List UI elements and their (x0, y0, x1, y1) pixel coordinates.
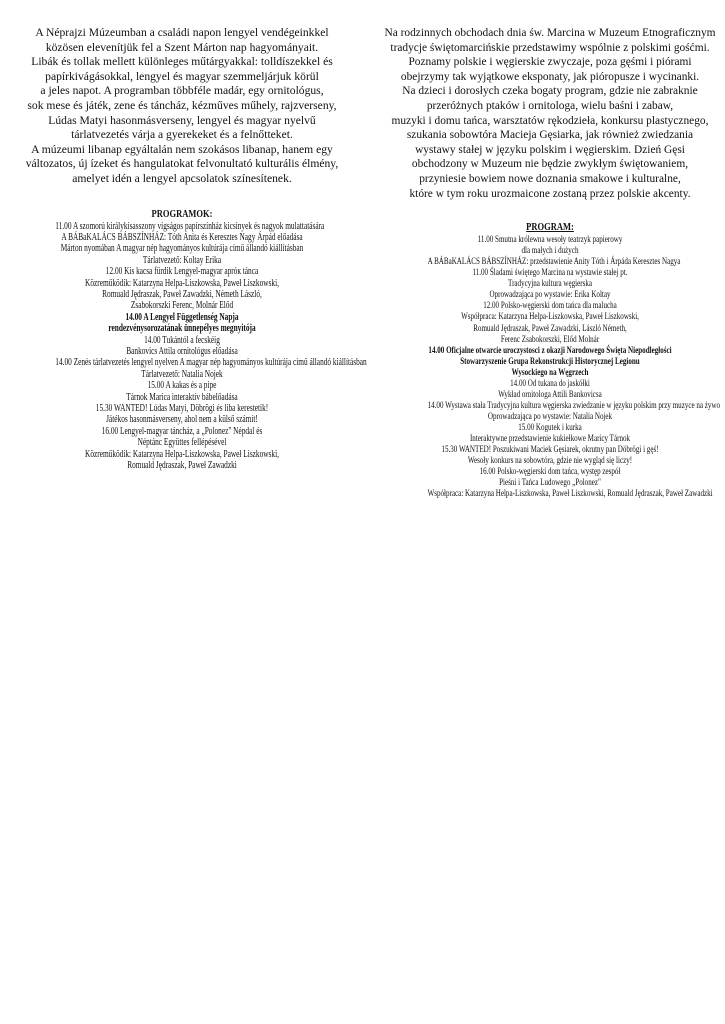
intro-line: A múzeumi libanap egyáltalán nem szokásos libanap, hanem egy (31, 142, 333, 156)
program-line: rendezvénysorozatának ünnepélyes megnyitója (108, 323, 256, 335)
intro-line: które w tym roku urozmaicone zostaną przez polskie akcenty. (409, 187, 691, 200)
program-line: 11.00 Śladami świętego Marcina na wystawie stałej pt. (472, 267, 628, 279)
program-line: Współpraca: Katarzyna Helpa-Liszkowska, Paweł Liszkowski, (461, 311, 639, 323)
intro-line: obchodzony w Muzeum nie będzie zwykłym świętowaniem, (411, 158, 689, 171)
program-line: 14.00 Od tukana do jaskółki (510, 377, 590, 389)
intro-line: papírkivágásokkal, lengyel és magyar szemmeljárjuk körül (45, 69, 319, 83)
program-line: Tradycyjna kultura węgierska (508, 278, 592, 290)
intro-line: tradycje świętomarcińskie przedstawimy wspólnie z polskimi gośćmi. (390, 41, 710, 54)
intro-line: przyniesie bowiem nowe doznania smakowe i kulturalne, (419, 172, 681, 185)
intro-line: amelyet idén a lengyel apcsolatok színesítenek. (72, 171, 292, 185)
program-line: 14.00 Oficjalne otwarcie uroczystosci z okazji Narodowego Święta Niepodległości (428, 344, 672, 356)
program-line: Stowarzyszenie Grupa Rekonstrukcji Historycznej Legionu (460, 355, 640, 367)
program-line: 14.00 Tukántól a fecskéig (144, 334, 220, 346)
program-line: A BÁBaKALÁCS BÁBSZÍNHÁZ: przedstawienie Anity Tóth i Árpáda Keresztes Nagya (427, 256, 681, 268)
program-line: 15.00 Kogutek i kurka (518, 421, 582, 433)
program-line: Oprowadzająca po wystawie: Natalia Nojek (487, 410, 613, 422)
program-line: 14.00 A Lengyel Függetlenség Napja (125, 311, 239, 323)
intro-line: szukania sobowtóra Macieja Gęsiarka, jak również zwiedzania (406, 129, 694, 142)
hungarian-intro (6, 0, 358, 187)
program-line: 11.00 A szomorú királykisasszony vígságos papírszínház kicsinyek és nagyok mulattatására (55, 220, 325, 232)
intro-line: przeróżnych ptaków i ornitologa, wielu baśni i zabaw, (426, 99, 674, 112)
intro-line: sok mese és játék, zene és táncház, kézműves műhely, rajzverseny, (27, 98, 337, 112)
program-line: 15.00 A kakas és a pipe (147, 380, 217, 392)
program-line: Tárnok Marica interaktív bábelőadása (126, 391, 238, 403)
intro-line: Lúdas Matyi hasonmásverseny, lengyel és magyar nyelvű (48, 113, 316, 127)
program-line: Współpraca: Katarzyna Helpa-Liszkowska, Paweł Liszkowski, Romuald Jędraszak, Paweł Zawadzki (427, 488, 713, 500)
intro-line: A Néprajzi Múzeumban a családi napon lengyel vendégeinkkel (35, 26, 329, 39)
hungarian-program-title: PROGRAMOK: (151, 208, 213, 220)
program-line: Néptánc Együttes fellépésével (137, 437, 227, 449)
program-line: 12.00 Kis kacsa fürdik Lengyel-magyar apróк tánca (105, 266, 259, 278)
program-line: 14.00 Wystawa stała Tradycyjna kultura węgierska zwiedzanie w języku polskim przy muzyce na żywo (427, 399, 721, 411)
program-line: Wysockiego na Węgrzech (511, 366, 589, 378)
program-line: Oprowadzająca po wystawie: Erika Koltay (489, 289, 611, 301)
program-line: 16.00 Polsko-węgierski dom tańca, występ zespół (479, 466, 621, 478)
program-line: 11.00 Smutna królewna wesoły teatrzyk papierowy (477, 234, 623, 246)
program-line: Tárlatvezető: Natalia Nojek (141, 368, 223, 380)
polish-program-list (380, 234, 720, 499)
program-line: Romuald Jędraszak, Paweł Zawadzki (127, 460, 237, 472)
intro-line: Na rodzinnych obchodach dnia św. Marcina w Muzeum Etnograficznym (384, 27, 716, 39)
intro-line: tárlatvezetés várja a gyerekeket és a felnőtteket. (71, 128, 293, 142)
program-line: Pieśni i Tańca Ludowego „Polonez" (499, 477, 601, 489)
program-line: Interaktywne przedstawienie kukiełkowe Maricy Tárnok (469, 432, 631, 444)
program-line: Közreműködik: Katarzyna Helpa-Liszkowska, Paweł Liszkowski, (85, 277, 279, 289)
intro-line: változatos, új ízeket és hangulatokat felvonultató kulturális élmény, (25, 157, 339, 171)
program-line: Közreműködik: Katarzyna Helpa-Liszkowska, Paweł Liszkowski, (85, 448, 279, 460)
program-line: A BÁBaKALÁCS BÁBSZÍNHÁZ: Tóth Anita és Keresztes Nagy Árpád előadása (61, 231, 303, 243)
hungarian-program-list (6, 220, 367, 472)
polish-column (380, 0, 720, 499)
program-line: Romuald Jędraszak, Paweł Zawadzki, László Németh, (473, 322, 627, 334)
hungarian-column (6, 0, 367, 472)
intro-line: Na dzieci i dorosłych czeka bogaty program, gdzie nie zabraknie (402, 85, 698, 98)
intro-line: Libák és tollak mellett különleges műtárgyakkal: tolldíszekkel és (31, 55, 333, 69)
program-line: 14.00 Zenés tárlatvezetés lengyel nyelven A magyar nép hagyományos kultúrája című állandó kiállításban (55, 357, 367, 369)
polish-intro (380, 0, 720, 201)
intro-line: muzyki i domu tańca, warsztatów rękodzieła, konkursu plastycznego, (391, 114, 709, 127)
program-line: Bankovics Attila ornitológus előadása (126, 346, 238, 357)
program-line: 12.00 Polsko-węgierski dom tańca dla malucha (483, 300, 617, 312)
program-line: 15.30 WANTED! Lúdas Matyi, Döbrögi és liba kerestetik! (95, 403, 269, 415)
program-line: Zsabokorszki Ferenc, Molnár Előd (130, 300, 234, 312)
intro-line: közösen elevenítjük fel a Szent Márton nap hagyományait. (45, 40, 319, 54)
program-line: Ferenc Zsabokorszki, Előd Molnár (500, 333, 600, 345)
program-line: Játékos hasonmásverseny, ahol nem a külső számít! (106, 414, 258, 426)
program-line: Wesoły konkurs na sobowtóra, gdzie nie wygląd się liczy! (467, 455, 633, 467)
intro-line: obejrzymy tak wyjątkowe eksponaty, jak pióropusze i wycinanki. (400, 70, 700, 83)
program-line: Romuald Jędraszak, Paweł Zawadzki, Németh László, (102, 288, 262, 300)
program-line: Wykład ornitologa Attili Bankovicsa (498, 388, 602, 400)
program-line: dla małych i dużych (521, 245, 579, 257)
intro-line: Poznamy polskie i węgierskie zwyczaje, poza gęśmi i piórami (408, 56, 692, 69)
program-line: Márton nyomában A magyar nép hagyományos kultúrája című állandó kiállításban (60, 243, 304, 255)
polish-program-title: PROGRAM: (526, 222, 574, 234)
intro-line: wystawy stałej w języku polskim i węgierskim. Dzień Gęsi (415, 143, 685, 156)
program-line: 15.30 WANTED! Poszukiwani Maciek Gęsiarek, okrutny pan Döbrögi i gęś! (441, 444, 659, 456)
program-line: 16.00 Lengyel-magyar táncház, a „Polonez" Népdal és (101, 425, 263, 437)
intro-line: a jeles napot. A programban többféle madár, egy ornitológus, (40, 84, 324, 98)
program-line: Tárlatvezető: Koltay Erika (142, 254, 222, 266)
